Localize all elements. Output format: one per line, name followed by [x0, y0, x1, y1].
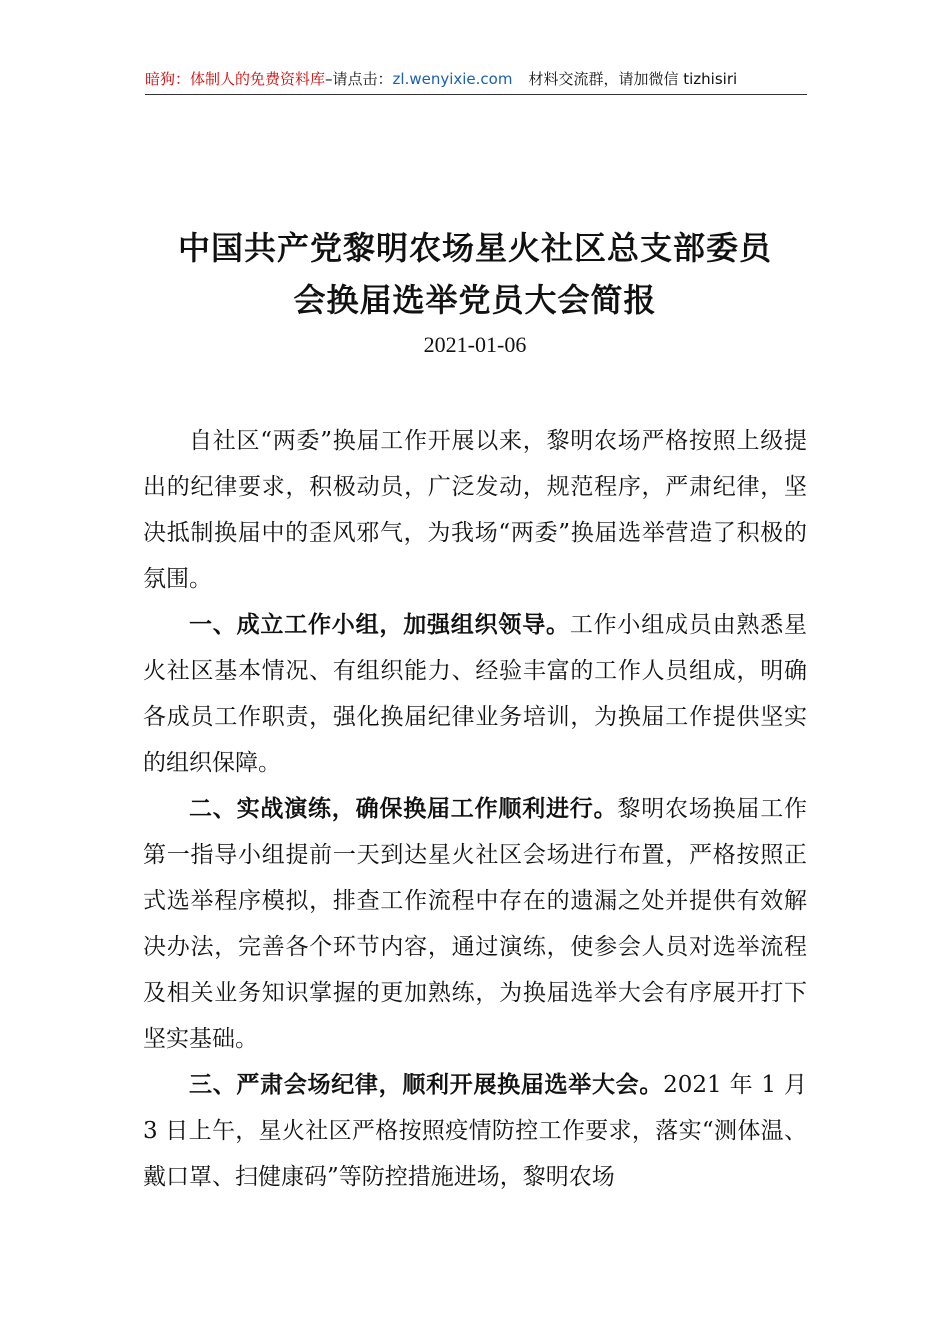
- click-prompt: –请点击：: [325, 70, 393, 88]
- section-heading: 三、严肃会场纪律，顺利开展换届选举大会。: [189, 1072, 664, 1098]
- section-heading: 一、成立工作小组，加强组织领导。: [189, 612, 570, 638]
- title-line-1: 中国共产党黎明农场星火社区总支部委员: [177, 229, 772, 267]
- paragraph-intro: [143, 418, 807, 602]
- paragraph-text: 自社区“两委”换届工作开展以来，黎明农场严格按照上级提出的纪律要求，积极动员，广泛发动，规范程序，严肃纪律，坚决抵制换届中的歪风邪气，为我场“两委”换届选举营造了积极的氛围。: [143, 428, 807, 592]
- site-link[interactable]: zl.wenyixie.com: [392, 70, 513, 88]
- paragraph-text: 黎明农场换届工作第一指导小组提前一天到达星火社区会场进行布置，严格按照正式选举程序模拟，排查工作流程中存在的遗漏之处并提供有效解决办法，完善各个环节内容，通过演练，使参会人员对选举流程及相关业务知识掌握的更加熟练，为换届选举大会有序展开打下坚实基础。: [143, 796, 808, 1052]
- title-line-2: 会换届选举党员大会简报: [293, 281, 657, 319]
- section-heading: 二、实战演练，确保换届工作顺利进行。: [189, 796, 618, 822]
- wechat-note: 材料交流群，请加微信 tizhisiri: [528, 70, 738, 88]
- paragraph-section-1: [143, 602, 807, 786]
- header-banner: [145, 64, 807, 95]
- paragraph-text: 工作小组成员由熟悉星火社区基本情况、有组织能力、经验丰富的工作人员组成，明确各成员工作职责，强化换届纪律业务培训，为换届工作提供坚实的组织保障。: [143, 612, 808, 776]
- paragraph-section-3: [143, 1062, 807, 1200]
- publish-date: 2021-01-06: [423, 332, 527, 357]
- paragraph-text: 2021 年 1 月 3 日上午，星火社区严格按照疫情防控工作要求，落实“测体温、戴口罩、扫健康码”等防控措施进场，黎明农场: [143, 1072, 807, 1190]
- brand-text: 暗狗：体制人的免费资料库: [145, 70, 326, 88]
- paragraph-section-2: [143, 786, 807, 1062]
- page-title: [140, 222, 810, 326]
- article-body: [143, 418, 807, 1200]
